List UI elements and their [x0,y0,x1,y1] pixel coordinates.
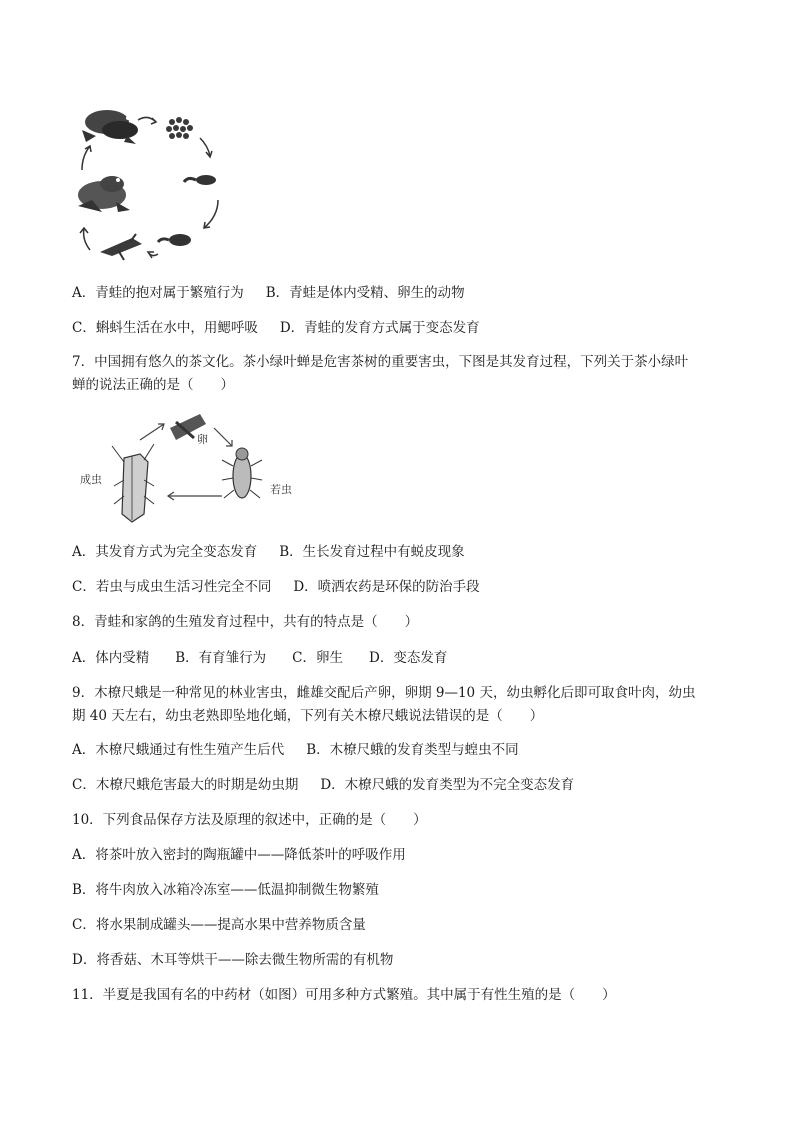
q8-option-a[interactable]: A．体内受精 [72,650,150,666]
q7-option-a[interactable]: A．其发育方式为完全变态发育 [72,544,258,560]
frog-egg-cluster [166,117,193,139]
nymph-leafhopper [222,448,262,498]
q7-option-c[interactable]: C．若虫与成虫生活习性完全不同 [72,579,272,595]
q10-stem: 10．下列食品保存方法及原理的叙述中，正确的是（ ） [72,812,427,828]
q6-option-c[interactable]: C．蝌蚪生活在水中，用鳃呼吸 [72,320,258,336]
q6-options-row1 [72,283,465,303]
q7-stem-line2: 蝉的说法正确的是（ ） [72,377,234,393]
q7-options-row2 [72,577,480,597]
q9-stem-line1: 9．木橑尺蛾是一种常见的林业害虫，雌雄交配后产卵，卵期 9—10 天，幼虫孵化后即可取食叶肉，幼虫 [72,685,696,701]
figure-label-nymph: 若虫 [270,483,292,496]
q8-option-c[interactable]: C．卵生 [292,650,344,666]
q9-options-row1 [72,740,519,760]
q9-option-a[interactable]: A．木橑尺蛾通过有性生殖产生后代 [72,742,285,758]
frog-pair-amplexus [82,110,138,144]
q6-option-b[interactable]: B．青蛙是体内受精、卵生的动物 [265,285,465,301]
q7-stem-line1: 7．中国拥有悠久的茶文化。茶小绿叶蝉是危害茶树的重要害虫，下图是其发育过程，下列关于茶小绿叶 [72,354,689,370]
q9-option-c[interactable]: C．木橑尺蛾危害最大的时期是幼虫期 [72,777,299,793]
q6-options-row2 [72,318,480,338]
tadpole-with-legs [158,234,191,246]
q9-stem-line2: 期 40 天左右，幼虫老熟即坠地化蛹，下列有关木橑尺蛾说法错误的是（ ） [72,708,544,724]
tadpole [184,175,216,185]
figure-label-egg: 卵 [197,433,208,446]
development-arrows [140,424,232,500]
q10-option-a[interactable]: A．将茶叶放入密封的陶瓶罐中——降低茶叶的呼吸作用 [72,847,406,863]
q11-stem: 11．半夏是我国有名的中药材（如图）可用多种方式繁殖。其中属于有性生殖的是（ ） [72,987,616,1003]
q9-option-d[interactable]: D．木橑尺蛾的发育类型为不完全变态发育 [320,777,575,793]
q6-option-a[interactable]: A．青蛙的抱对属于繁殖行为 [72,285,244,301]
q8-option-d[interactable]: D．变态发育 [369,650,448,666]
q10-option-b[interactable]: B．将牛肉放入冰箱冷冻室——低温抑制微生物繁殖 [72,882,379,898]
q9-options-row2 [72,775,574,795]
adult-frog [78,176,130,212]
q8-option-b[interactable]: B．有育雏行为 [175,650,267,666]
figure-label-adult: 成虫 [80,473,102,486]
q7-option-d[interactable]: D．喷洒农药是环保的防治手段 [293,579,480,595]
adult-leafhopper [112,444,154,522]
froglet [100,234,142,260]
frog-life-cycle-figure [72,100,232,265]
q9-option-b[interactable]: B．木橑尺蛾的发育类型与蝗虫不同 [306,742,519,758]
q10-option-c[interactable]: C．将水果制成罐头——提高水果中营养物质含量 [72,917,366,933]
q8-stem: 8．青蛙和家鸽的生殖发育过程中，共有的特点是（ ） [72,614,419,630]
q7-options-row1 [72,542,465,562]
q7-option-b[interactable]: B．生长发育过程中有蜕皮现象 [279,544,465,560]
q6-option-d[interactable]: D．青蛙的发育方式属于变态发育 [279,320,480,336]
q8-options-row [72,648,447,668]
q10-option-d[interactable]: D．将香菇、木耳等烘干——除去微生物所需的有机物 [72,952,394,968]
leafhopper-development-figure [72,410,312,528]
